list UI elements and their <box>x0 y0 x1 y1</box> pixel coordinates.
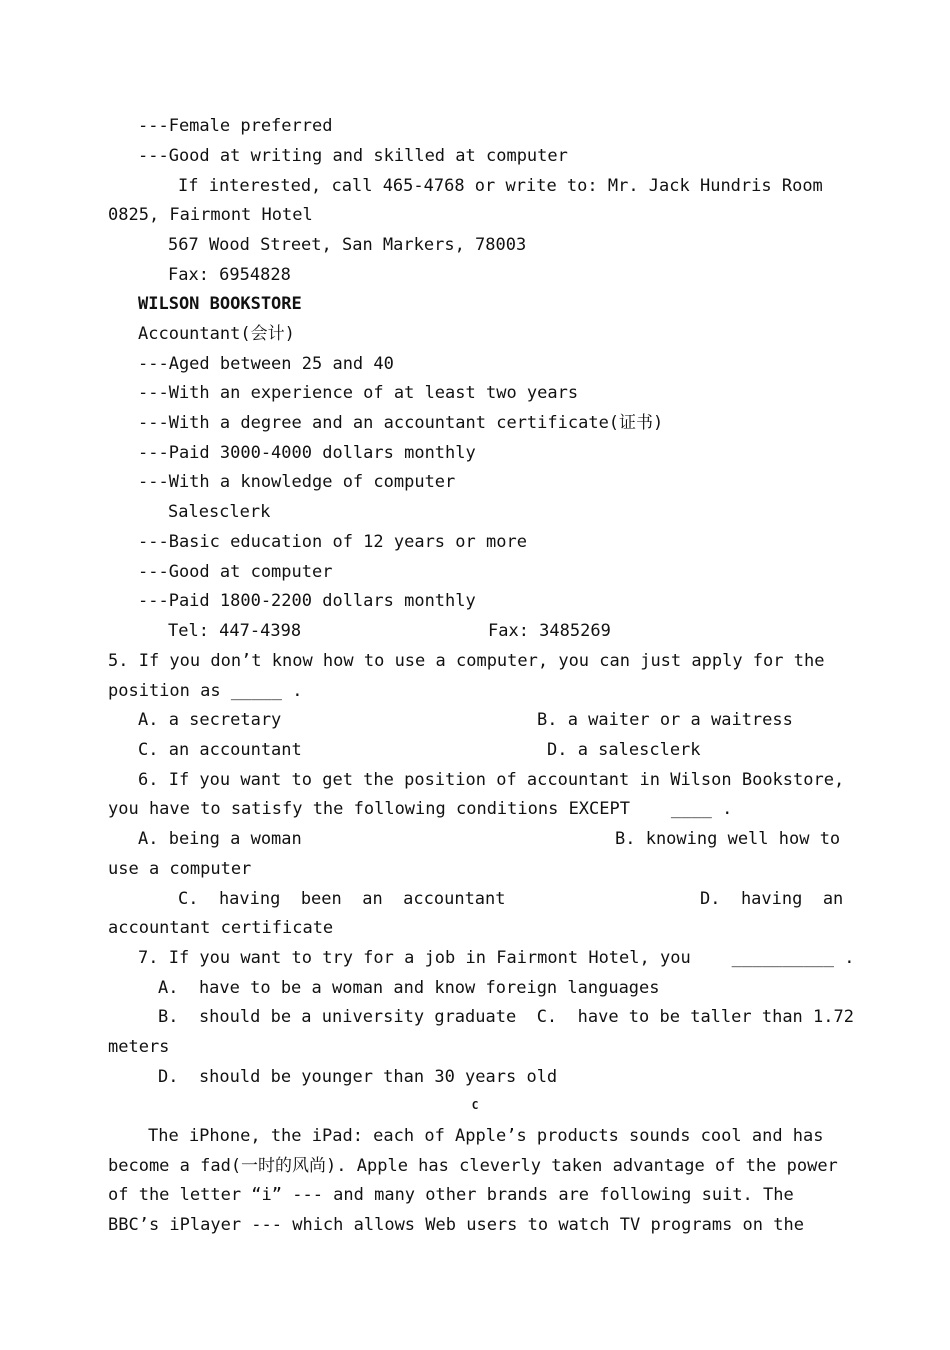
section-c-line-3: of the letter “i” --- and many other brands are following suit. The <box>108 1185 794 1205</box>
accountant-req-degree: ---With a degree and an accountant certificate(证书) <box>138 413 664 433</box>
q7-option-d: D. should be younger than 30 years old <box>158 1067 558 1087</box>
q7-option-c-cont: meters <box>108 1037 170 1057</box>
q6-option-d: D. having an <box>700 889 844 909</box>
accountant-req-experience: ---With an experience of at least two years <box>138 383 579 403</box>
accountant-title: Accountant(会计) <box>138 324 295 344</box>
wilson-fax: Fax: 3485269 <box>488 621 611 641</box>
q6-option-b-cont: use a computer <box>108 859 252 879</box>
fairmont-fax: Fax: 6954828 <box>168 265 291 285</box>
salesclerk-title: Salesclerk <box>168 502 271 522</box>
salesclerk-req-computer: ---Good at computer <box>138 562 333 582</box>
q7-option-b-c: B. should be a university graduate C. have to be taller than 1.72 <box>158 1007 854 1027</box>
q6-option-a: A. being a woman <box>138 829 302 849</box>
section-c-heading: C <box>471 1099 479 1112</box>
contact-line <box>178 174 842 198</box>
accountant-req-pay: ---Paid 3000-4000 dollars monthly <box>138 443 476 463</box>
q7-option-a: A. have to be a woman and know foreign languages <box>158 978 660 998</box>
section-c-line-2: become a fad(一时的风尚). Apple has cleverly taken advantage of the power <box>108 1156 838 1176</box>
requirement-skills: ---Good at writing and skilled at computer <box>138 146 568 166</box>
section-c-line-4: BBC’s iPlayer --- which allows Web users to watch TV programs on the <box>108 1215 804 1235</box>
contact-text: If interested, call 465-4768 or write to: Mr. Jack Hundris Room <box>178 176 823 196</box>
q6-option-c: C. having been an accountant <box>178 889 506 909</box>
wilson-tel: Tel: 447-4398 <box>168 621 302 641</box>
address: 567 Wood Street, San Markers, 78003 <box>168 235 527 255</box>
accountant-req-age: ---Aged between 25 and 40 <box>138 354 394 374</box>
requirement-female: ---Female preferred <box>138 116 333 136</box>
q6-option-d-cont: accountant certificate <box>108 918 334 938</box>
q5-stem-cont: position as _____ . <box>108 681 303 701</box>
q6-stem: 6. If you want to get the position of accountant in Wilson Bookstore, <box>138 770 845 790</box>
q5-stem <box>108 649 842 673</box>
q5-option-c: C. an accountant <box>138 740 302 760</box>
q5-option-b: B. a waiter or a waitress <box>537 710 793 730</box>
q5-option-a: A. a secretary <box>138 710 282 730</box>
accountant-req-computer: ---With a knowledge of computer <box>138 472 456 492</box>
q6-stem-cont: you have to satisfy the following conditions EXCEPT ____ . <box>108 799 733 819</box>
q6-option-b: B. knowing well how to <box>615 829 841 849</box>
q7-stem: 7. If you want to try for a job in Fairmont Hotel, you __________ . <box>138 948 855 968</box>
salesclerk-req-pay: ---Paid 1800-2200 dollars monthly <box>138 591 476 611</box>
q5-option-d: D. a salesclerk <box>547 740 701 760</box>
section-c-line-1: The iPhone, the iPad: each of Apple’s products sounds cool and has <box>148 1126 824 1146</box>
q5-stem-text: 5. If you don’t know how to use a computer, you can just apply for the <box>108 651 825 671</box>
salesclerk-req-education: ---Basic education of 12 years or more <box>138 532 527 552</box>
contact-room: 0825, Fairmont Hotel <box>108 205 313 225</box>
wilson-heading: WILSON BOOKSTORE <box>138 294 302 314</box>
